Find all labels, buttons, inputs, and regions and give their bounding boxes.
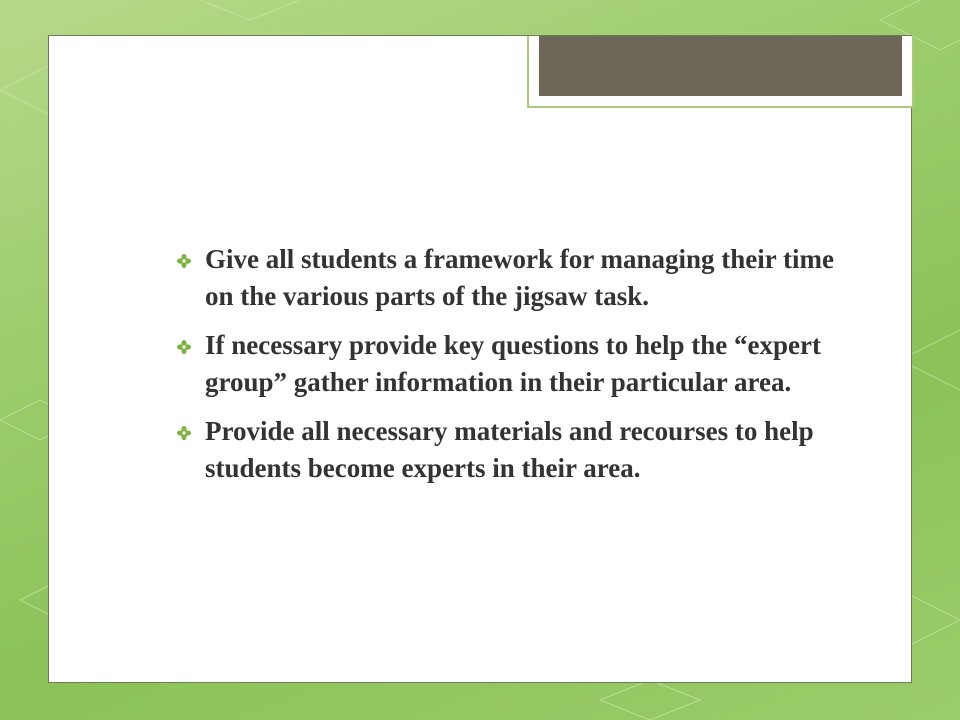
- four-petal-bullet-icon: [177, 340, 191, 354]
- bullet-item: [179, 413, 869, 487]
- bullet-list: [179, 241, 869, 499]
- slide-panel: [48, 35, 912, 683]
- bullet-item: [179, 241, 869, 315]
- bullet-item: [179, 327, 869, 401]
- bullet-text: Provide all necessary materials and recourses to help students become experts in their area.: [205, 416, 814, 483]
- bullet-text: If necessary provide key questions to help the “expert group” gather information in their particular area.: [205, 330, 821, 397]
- bullet-text: Give all students a framework for managing their time on the various parts of the jigsaw task.: [205, 244, 834, 311]
- title-tab-fill: [539, 36, 902, 96]
- title-tab: [527, 36, 914, 108]
- four-petal-bullet-icon: [177, 254, 191, 268]
- four-petal-bullet-icon: [177, 426, 191, 440]
